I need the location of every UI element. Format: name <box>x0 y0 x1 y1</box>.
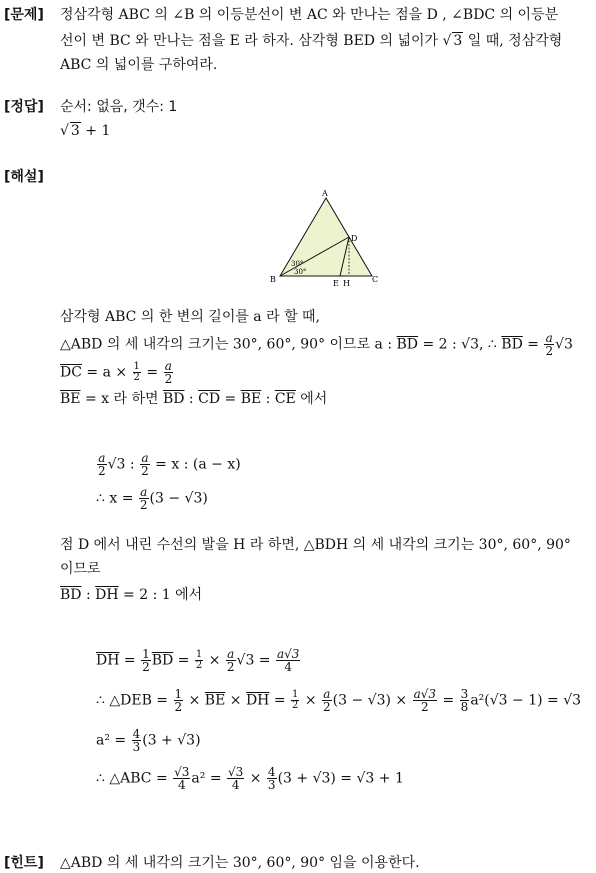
explanation-p2-line-3: $\overline{BD}$ : $\overline{DH} = 2$ : 1 에서 <box>60 587 203 603</box>
point-a-label: A <box>322 189 328 198</box>
problem-line-3: ABC 의 넓이를 구하여라. <box>60 57 218 73</box>
problem-line-2: 선이 변 BC 와 만나는 점을 E 라 하자. 삼각형 BED 의 넓이가 √ 3 일 때, 정삼각형 <box>60 33 563 49</box>
angle-label-upper: 30° <box>291 260 304 268</box>
explanation-line-2: △ABD 의 세 내각의 크기는 30°, 60°, 90° 이므로 a : $\overline{BD} = 2$ : √3, ∴ $\overline{BD}$ = $\frac{a}{2}$ √3 <box>60 331 573 358</box>
math-line-3: $\overline{DH}$ = $\frac{1}{2}$ $\overline{BD}$ = $\frac{1}{2}$ × $\frac{a}{2}$ √3 = $\frac{a√3}{4}$ <box>96 647 300 674</box>
triangle-diagram <box>262 186 386 292</box>
answer-value: √ 3 + 1 <box>60 123 111 139</box>
point-e-label: E <box>333 279 339 288</box>
point-c-label: C <box>372 275 379 284</box>
point-b-label: B <box>270 275 276 284</box>
point-h-label: H <box>343 279 350 288</box>
point-d-label: D <box>351 234 358 243</box>
explanation-p2-line-2: 이므로 <box>60 561 101 577</box>
problem-label: [문제] <box>4 7 44 23</box>
answer-meta: 순서: 없음, 갯수: 1 <box>60 99 178 115</box>
hint-text: △ABD 의 세 내각의 크기는 30°, 60°, 90° 임을 이용한다. <box>60 855 420 871</box>
problem-line-1: 정삼각형 ABC 의 ∠B 의 이등분선이 변 AC 와 만나는 점을 D , ∠BDC 의 이등분 <box>60 7 559 23</box>
explanation-line-3: $\overline{DC} = a$ × $\frac{1}{2}$ = $\frac{a}{2}$ <box>60 359 173 386</box>
explanation-line-1: 삼각형 ABC 의 한 변의 길이를 a 라 할 때, <box>60 309 321 325</box>
hint-label: [힌트] <box>4 855 44 871</box>
math-line-4: ∴ △DEB = $\frac{1}{2}$ × $\overline{BE} \times \overline{DH}$ = $\frac{1}{2}$ × $\frac{a}{2}$ (3 − √3) × $\frac{a√3}{2}$ = $\frac{3}{8}$ a²(√3 − 1) = √3 <box>96 687 582 714</box>
answer-label: [정답] <box>4 99 44 115</box>
math-line-1: $\frac{a}{2}$ √3 : $\frac{a}{2}$ = x : (a − x) <box>98 451 241 478</box>
math-line-5: a² = $\frac{4}{3}$ (3 + √3) <box>96 727 201 754</box>
explanation-label: [해설] <box>4 169 44 185</box>
explanation-line-4: $\overline{BE} = x$ 라 하면 $\overline{BD}$ : $\overline{CD} = \overline{BE}$ : $\overline{CE}$ 에서 <box>60 391 328 407</box>
math-line-2: ∴ x = $\frac{a}{2}$ (3 − √3) <box>96 485 208 512</box>
explanation-p2-line-1: 점 D 에서 내린 수선의 발을 H 라 하면, △BDH 의 세 내각의 크기는 30°, 60°, 90° <box>60 537 571 553</box>
math-line-6: ∴ △ABC = $\frac{√3}{4}$ a² = $\frac{√3}{4}$ × $\frac{4}{3}$ (3 + √3) = √3 + 1 <box>96 765 404 792</box>
angle-label-lower: 30° <box>294 268 307 276</box>
